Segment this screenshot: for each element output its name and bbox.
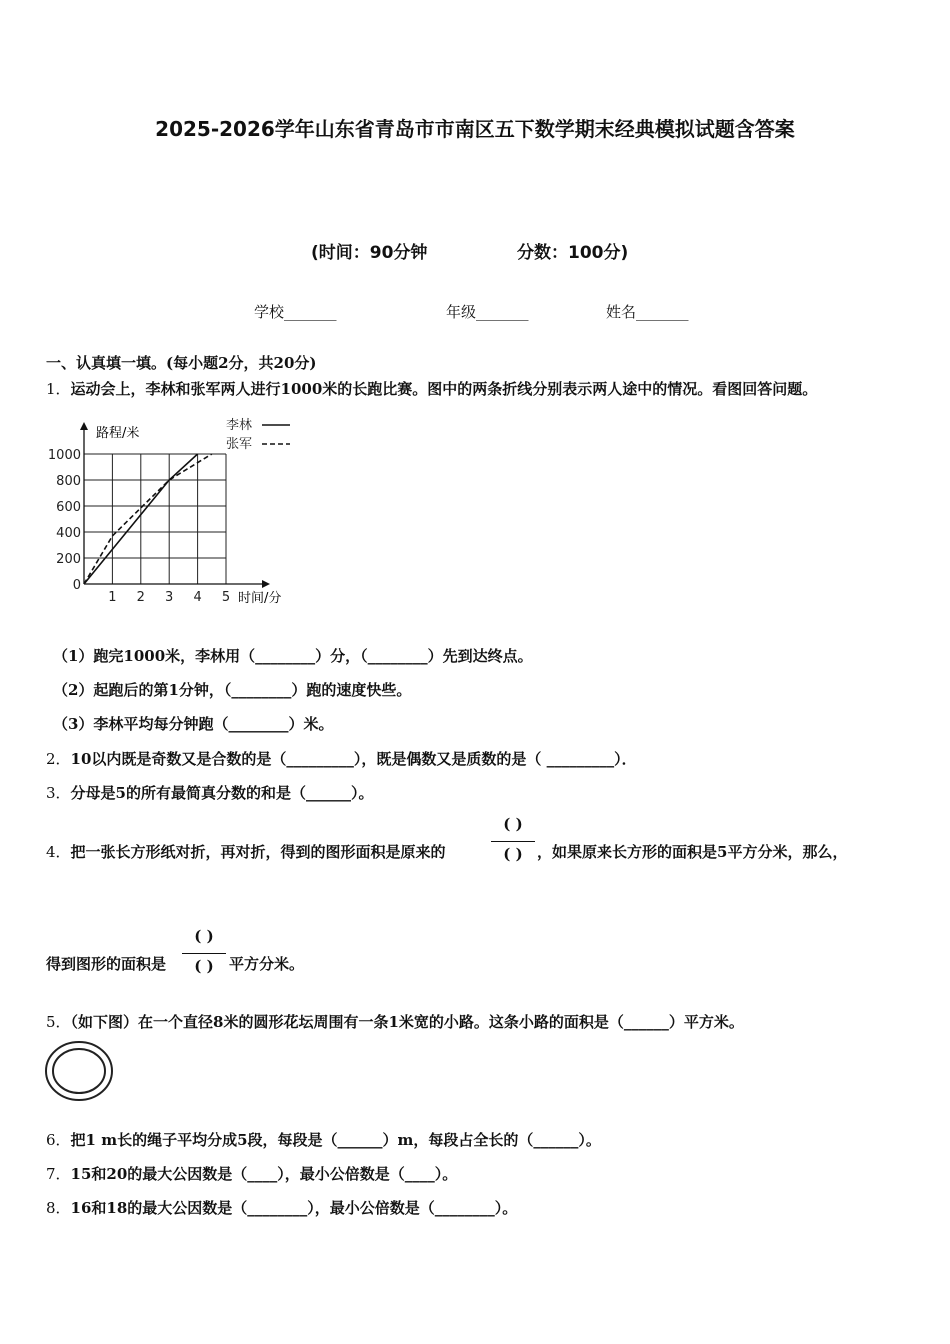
x-tick-label: 4 (193, 590, 202, 605)
question-1-part-3: （3）李林平均每分钟跑（________）米。 (53, 715, 334, 733)
fraction-numerator: ( ) (503, 815, 523, 833)
question-text: 10以内既是奇数又是合数的是（_________），既是偶数又是质数的是（ _________）． (70, 750, 637, 768)
question-text: （如下图）在一个直径8米的圆形花坛周围有一条1米宽的小路。这条小路的面积是（______）平方米。 (70, 1013, 744, 1031)
question-1-part-1: （1）跑完1000米，李林用（________）分，（________）先到达终点。 (53, 647, 533, 665)
school-field: 学校_______ (254, 303, 337, 321)
legend-label: 张军 (226, 437, 253, 452)
chart-ticks (48, 448, 230, 605)
question-number: 2． (46, 750, 71, 768)
x-tick-label: 5 (221, 590, 231, 605)
x-tick-label: 1 (108, 590, 117, 605)
fraction-bar (182, 953, 226, 954)
question-4-unit: 平方分米。 (229, 955, 305, 973)
fraction-blank (182, 927, 226, 977)
inner-circle (53, 1049, 105, 1093)
zhangjun-line (84, 454, 212, 584)
exam-score: 分数：100分) (517, 243, 629, 263)
y-axis-arrow (80, 422, 88, 430)
chart-series (84, 454, 212, 584)
outer-circle (46, 1042, 112, 1100)
page-title: 2025-2026学年山东省青岛市市南区五下数学期末经典模拟试题含答案 (155, 117, 795, 141)
question-number: 7． (46, 1165, 71, 1183)
question-number: 5． (46, 1013, 71, 1031)
x-tick-label: 3 (165, 590, 174, 605)
grade-field: 年级_______ (446, 303, 529, 321)
y-tick-label: 800 (56, 474, 81, 489)
fraction-denominator: ( ) (503, 845, 523, 863)
x-axis-arrow (262, 580, 270, 588)
fraction-denominator: ( ) (194, 957, 214, 975)
question-6 (46, 1129, 601, 1150)
question-2 (46, 748, 637, 769)
question-text: 把一张长方形纸对折，再对折，得到的图形面积是原来的 (70, 843, 446, 861)
y-tick-label: 200 (56, 552, 81, 567)
question-8 (46, 1197, 517, 1218)
y-tick-label: 0 (72, 578, 81, 593)
fraction-bar (491, 841, 535, 842)
y-axis-label: 路程/米 (96, 426, 140, 441)
question-4-line-1 (46, 841, 446, 862)
flowerbed-path-diagram (43, 1040, 115, 1102)
question-number: 4． (46, 843, 71, 861)
race-chart (44, 410, 304, 610)
question-text: 运动会上，李林和张军两人进行1000米的长跑比赛。图中的两条折线分别表示两人途中的情况。看图回答问题。 (70, 380, 818, 398)
x-axis-label: 时间/分 (238, 591, 282, 606)
question-number: 3． (46, 784, 71, 802)
x-tick-label: 2 (136, 590, 145, 605)
exam-time: (时间：90分钟 (311, 243, 428, 263)
question-number: 1． (46, 380, 71, 398)
question-7 (46, 1163, 457, 1184)
question-text: 16和18的最大公因数是（________），最小公倍数是（________）。 (70, 1199, 518, 1217)
question-5 (46, 1011, 744, 1032)
y-tick-label: 1000 (47, 448, 81, 463)
name-field: 姓名_______ (606, 303, 689, 321)
fraction-blank (491, 815, 535, 865)
question-1-part-2: （2）起跑后的第1分钟，（________）跑的速度快些。 (53, 681, 412, 699)
question-number: 6． (46, 1131, 71, 1149)
question-4-continuation: ，如果原来长方形的面积是5平方分米，那么， (537, 843, 848, 861)
fraction-numerator: ( ) (194, 927, 214, 945)
y-tick-label: 600 (56, 500, 81, 515)
question-4-line-2: 得到图形的面积是 (46, 955, 167, 973)
legend-label: 李林 (226, 418, 253, 433)
section-heading: 一、认真填一填。(每小题2分，共20分) (46, 354, 317, 372)
question-1 (46, 378, 817, 399)
question-number: 8． (46, 1199, 71, 1217)
question-text: 15和20的最大公因数是（____），最小公倍数是（____）。 (70, 1165, 458, 1183)
y-tick-label: 400 (56, 526, 81, 541)
chart-grid (84, 454, 226, 584)
question-text: 分母是5的所有最简真分数的和是（______）。 (70, 784, 374, 802)
chart-legend (226, 417, 290, 452)
question-3 (46, 782, 374, 803)
question-text: 把1 m长的绳子平均分成5段，每段是（______）m，每段占全长的（______）。 (70, 1131, 601, 1149)
